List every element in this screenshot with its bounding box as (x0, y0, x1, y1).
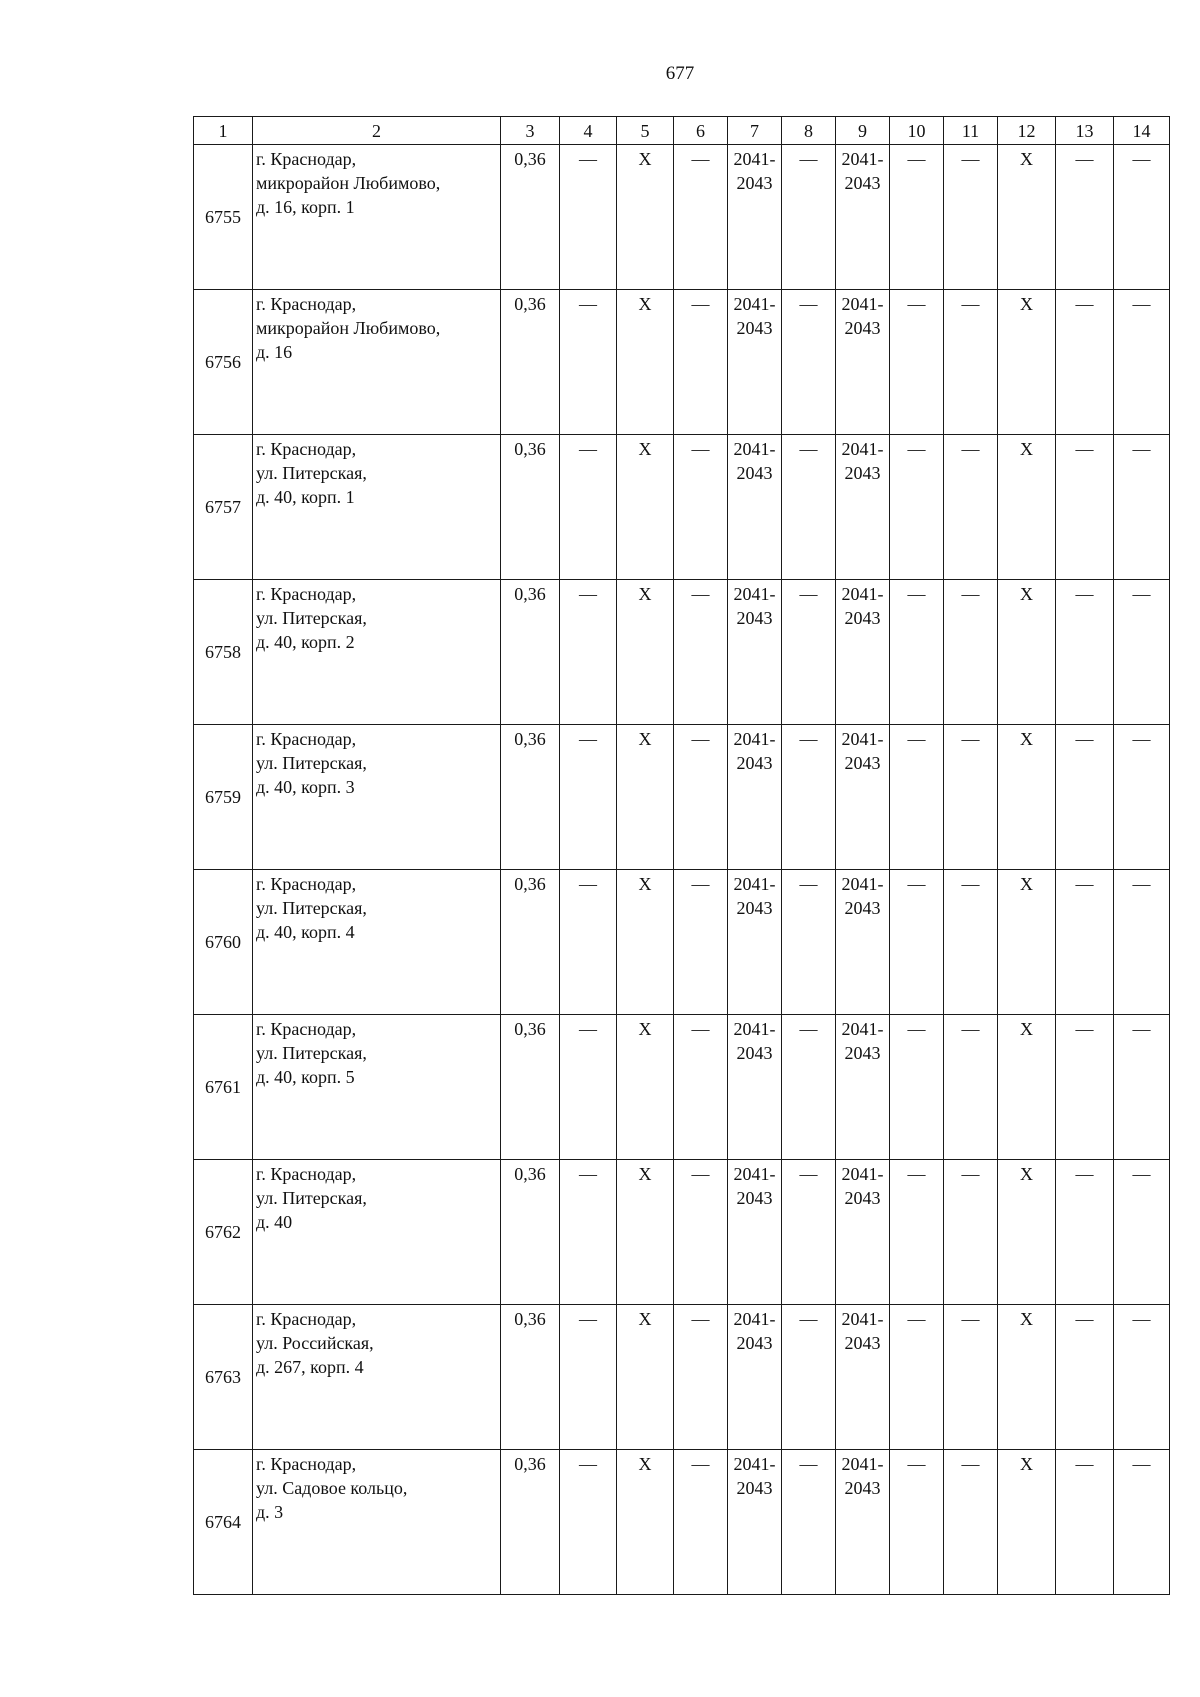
period-line: 2043 (844, 1043, 881, 1063)
period-line: 2041- (841, 1164, 884, 1184)
cell-c13: — (1056, 1450, 1114, 1595)
cell-c4: — (560, 145, 617, 290)
cell-c4: — (560, 580, 617, 725)
period-line: 2043 (736, 898, 773, 918)
cell-c5: Х (617, 1015, 674, 1160)
period-line: 2043 (736, 173, 773, 193)
column-header-13: 13 (1056, 117, 1114, 145)
address-line: г. Краснодар, (256, 1019, 357, 1039)
column-header-12: 12 (998, 117, 1056, 145)
column-header-1: 1 (194, 117, 253, 145)
cell-c12: Х (998, 1305, 1056, 1450)
table-row (194, 870, 1170, 1015)
row-number: 6761 (194, 1015, 253, 1160)
column-header-10: 10 (890, 117, 944, 145)
header-row (194, 117, 1170, 145)
cell-c11: — (944, 1160, 998, 1305)
cell-c4: — (560, 1015, 617, 1160)
cell-c14: — (1114, 1160, 1170, 1305)
cell-c12: Х (998, 1160, 1056, 1305)
column-header-11: 11 (944, 117, 998, 145)
period-cell-c9 (836, 1305, 890, 1450)
cell-c14: — (1114, 580, 1170, 725)
cell-c5: Х (617, 725, 674, 870)
cell-c3: 0,36 (501, 145, 560, 290)
cell-c3: 0,36 (501, 1450, 560, 1595)
address-line: г. Краснодар, (256, 294, 357, 314)
cell-c11: — (944, 1450, 998, 1595)
address-line: д. 40, корп. 4 (256, 922, 355, 942)
cell-c14: — (1114, 725, 1170, 870)
row-number: 6758 (194, 580, 253, 725)
cell-c4: — (560, 435, 617, 580)
period-cell-c9 (836, 725, 890, 870)
cell-c14: — (1114, 870, 1170, 1015)
period-line: 2041- (733, 439, 776, 459)
row-number: 6760 (194, 870, 253, 1015)
column-header-4: 4 (560, 117, 617, 145)
cell-c13: — (1056, 145, 1114, 290)
cell-c6: — (674, 145, 728, 290)
period-line: 2043 (736, 1478, 773, 1498)
period-cell-c9 (836, 145, 890, 290)
cell-c10: — (890, 435, 944, 580)
cell-c4: — (560, 725, 617, 870)
period-line: 2043 (844, 753, 881, 773)
cell-c5: Х (617, 1160, 674, 1305)
table-row (194, 1450, 1170, 1595)
address-line: г. Краснодар, (256, 874, 357, 894)
cell-c8: — (782, 290, 836, 435)
cell-c10: — (890, 725, 944, 870)
cell-c6: — (674, 290, 728, 435)
address-line: д. 40, корп. 5 (256, 1067, 355, 1087)
address-line: г. Краснодар, (256, 1164, 357, 1184)
period-cell-c9 (836, 870, 890, 1015)
cell-c11: — (944, 435, 998, 580)
cell-c14: — (1114, 145, 1170, 290)
period-line: 2043 (736, 318, 773, 338)
period-line: 2043 (736, 1333, 773, 1353)
row-number: 6756 (194, 290, 253, 435)
address-cell (253, 1015, 501, 1160)
period-line: 2041- (841, 1454, 884, 1474)
address-line: г. Краснодар, (256, 584, 357, 604)
period-line: 2041- (733, 874, 776, 894)
address-line: г. Краснодар, (256, 1454, 357, 1474)
address-cell (253, 1305, 501, 1450)
period-line: 2041- (841, 874, 884, 894)
cell-c6: — (674, 1305, 728, 1450)
period-line: 2041- (733, 1454, 776, 1474)
address-line: микрорайон Любимово, (256, 318, 441, 338)
cell-c11: — (944, 1015, 998, 1160)
address-line: д. 267, корп. 4 (256, 1357, 364, 1377)
table-row (194, 435, 1170, 580)
address-line: г. Краснодар, (256, 439, 357, 459)
cell-c5: Х (617, 1450, 674, 1595)
column-header-7: 7 (728, 117, 782, 145)
cell-c11: — (944, 870, 998, 1015)
table-body (194, 145, 1170, 1595)
period-cell-c7 (728, 725, 782, 870)
address-line: ул. Российская, (256, 1333, 374, 1353)
cell-c3: 0,36 (501, 1305, 560, 1450)
column-header-8: 8 (782, 117, 836, 145)
cell-c3: 0,36 (501, 1160, 560, 1305)
cell-c3: 0,36 (501, 290, 560, 435)
cell-c10: — (890, 290, 944, 435)
cell-c10: — (890, 145, 944, 290)
address-line: д. 40, корп. 1 (256, 487, 355, 507)
cell-c13: — (1056, 290, 1114, 435)
period-line: 2041- (841, 439, 884, 459)
cell-c5: Х (617, 580, 674, 725)
period-cell-c9 (836, 580, 890, 725)
cell-c6: — (674, 1015, 728, 1160)
table-row (194, 725, 1170, 870)
row-number: 6764 (194, 1450, 253, 1595)
cell-c8: — (782, 725, 836, 870)
address-cell (253, 580, 501, 725)
period-line: 2041- (733, 149, 776, 169)
cell-c6: — (674, 1160, 728, 1305)
period-line: 2043 (736, 753, 773, 773)
cell-c4: — (560, 1160, 617, 1305)
cell-c13: — (1056, 1015, 1114, 1160)
address-line: д. 40, корп. 3 (256, 777, 355, 797)
cell-c6: — (674, 870, 728, 1015)
period-cell-c7 (728, 1015, 782, 1160)
cell-c8: — (782, 1450, 836, 1595)
table-row (194, 1305, 1170, 1450)
address-line: г. Краснодар, (256, 729, 357, 749)
period-cell-c9 (836, 1450, 890, 1595)
cell-c13: — (1056, 1305, 1114, 1450)
address-cell (253, 435, 501, 580)
period-line: 2041- (733, 1019, 776, 1039)
cell-c14: — (1114, 435, 1170, 580)
period-line: 2041- (841, 1019, 884, 1039)
cell-c12: Х (998, 1450, 1056, 1595)
address-cell (253, 1160, 501, 1305)
cell-c10: — (890, 1450, 944, 1595)
cell-c5: Х (617, 290, 674, 435)
cell-c6: — (674, 580, 728, 725)
period-cell-c7 (728, 145, 782, 290)
cell-c5: Х (617, 145, 674, 290)
table-row (194, 145, 1170, 290)
cell-c12: Х (998, 435, 1056, 580)
column-header-2: 2 (253, 117, 501, 145)
address-line: ул. Питерская, (256, 1043, 367, 1063)
period-cell-c7 (728, 1305, 782, 1450)
address-line: д. 40, корп. 2 (256, 632, 355, 652)
cell-c13: — (1056, 435, 1114, 580)
cell-c3: 0,36 (501, 870, 560, 1015)
period-cell-c7 (728, 1160, 782, 1305)
period-line: 2041- (841, 729, 884, 749)
cell-c4: — (560, 290, 617, 435)
cell-c8: — (782, 1015, 836, 1160)
column-header-3: 3 (501, 117, 560, 145)
cell-c8: — (782, 145, 836, 290)
cell-c5: Х (617, 435, 674, 580)
cell-c10: — (890, 1305, 944, 1450)
address-cell (253, 145, 501, 290)
cell-c14: — (1114, 1305, 1170, 1450)
column-header-14: 14 (1114, 117, 1170, 145)
period-cell-c9 (836, 435, 890, 580)
cell-c12: Х (998, 725, 1056, 870)
period-cell-c7 (728, 870, 782, 1015)
period-cell-c7 (728, 290, 782, 435)
cell-c10: — (890, 580, 944, 725)
cell-c12: Х (998, 145, 1056, 290)
period-line: 2041- (841, 584, 884, 604)
cell-c3: 0,36 (501, 725, 560, 870)
address-line: г. Краснодар, (256, 1309, 357, 1329)
address-line: ул. Питерская, (256, 608, 367, 628)
row-number: 6759 (194, 725, 253, 870)
period-line: 2041- (841, 149, 884, 169)
address-cell (253, 870, 501, 1015)
cell-c5: Х (617, 1305, 674, 1450)
period-line: 2041- (733, 294, 776, 314)
address-cell (253, 1450, 501, 1595)
period-cell-c9 (836, 1160, 890, 1305)
table-row (194, 1015, 1170, 1160)
table-row (194, 290, 1170, 435)
cell-c12: Х (998, 1015, 1056, 1160)
period-line: 2041- (733, 729, 776, 749)
period-line: 2043 (844, 1333, 881, 1353)
period-line: 2041- (841, 294, 884, 314)
period-line: 2043 (844, 898, 881, 918)
row-number: 6763 (194, 1305, 253, 1450)
period-cell-c7 (728, 1450, 782, 1595)
address-cell (253, 290, 501, 435)
cell-c3: 0,36 (501, 580, 560, 725)
page-number: 677 (665, 63, 695, 84)
cell-c12: Х (998, 580, 1056, 725)
cell-c13: — (1056, 580, 1114, 725)
period-line: 2041- (733, 584, 776, 604)
register-table (193, 116, 1170, 1595)
period-cell-c9 (836, 1015, 890, 1160)
table-row (194, 1160, 1170, 1305)
period-line: 2043 (844, 173, 881, 193)
cell-c10: — (890, 1160, 944, 1305)
cell-c14: — (1114, 1015, 1170, 1160)
cell-c14: — (1114, 290, 1170, 435)
period-cell-c7 (728, 435, 782, 580)
table-row (194, 580, 1170, 725)
cell-c8: — (782, 1305, 836, 1450)
period-cell-c9 (836, 290, 890, 435)
row-number: 6755 (194, 145, 253, 290)
column-header-9: 9 (836, 117, 890, 145)
period-line: 2043 (844, 1188, 881, 1208)
period-line: 2043 (736, 463, 773, 483)
cell-c11: — (944, 290, 998, 435)
cell-c8: — (782, 580, 836, 725)
cell-c13: — (1056, 1160, 1114, 1305)
address-line: ул. Питерская, (256, 753, 367, 773)
period-line: 2043 (736, 1043, 773, 1063)
cell-c6: — (674, 435, 728, 580)
address-line: ул. Питерская, (256, 898, 367, 918)
period-line: 2043 (844, 463, 881, 483)
period-line: 2043 (736, 608, 773, 628)
address-line: г. Краснодар, (256, 149, 357, 169)
cell-c4: — (560, 1450, 617, 1595)
cell-c8: — (782, 435, 836, 580)
period-line: 2043 (844, 608, 881, 628)
cell-c3: 0,36 (501, 1015, 560, 1160)
cell-c6: — (674, 725, 728, 870)
cell-c11: — (944, 1305, 998, 1450)
cell-c13: — (1056, 870, 1114, 1015)
address-line: д. 3 (256, 1502, 284, 1522)
address-line: д. 16, корп. 1 (256, 197, 355, 217)
period-line: 2041- (733, 1164, 776, 1184)
cell-c4: — (560, 1305, 617, 1450)
period-line: 2041- (841, 1309, 884, 1329)
cell-c8: — (782, 870, 836, 1015)
period-cell-c7 (728, 580, 782, 725)
column-header-5: 5 (617, 117, 674, 145)
period-line: 2043 (736, 1188, 773, 1208)
cell-c10: — (890, 1015, 944, 1160)
address-line: ул. Садовое кольцо, (256, 1478, 408, 1498)
period-line: 2043 (844, 1478, 881, 1498)
period-line: 2043 (844, 318, 881, 338)
cell-c12: Х (998, 290, 1056, 435)
address-cell (253, 725, 501, 870)
cell-c11: — (944, 145, 998, 290)
row-number: 6762 (194, 1160, 253, 1305)
cell-c11: — (944, 725, 998, 870)
cell-c13: — (1056, 725, 1114, 870)
cell-c4: — (560, 870, 617, 1015)
cell-c5: Х (617, 870, 674, 1015)
address-line: ул. Питерская, (256, 1188, 367, 1208)
column-header-6: 6 (674, 117, 728, 145)
address-line: микрорайон Любимово, (256, 173, 441, 193)
cell-c14: — (1114, 1450, 1170, 1595)
row-number: 6757 (194, 435, 253, 580)
period-line: 2041- (733, 1309, 776, 1329)
address-line: ул. Питерская, (256, 463, 367, 483)
cell-c3: 0,36 (501, 435, 560, 580)
cell-c6: — (674, 1450, 728, 1595)
address-line: д. 40 (256, 1212, 293, 1232)
cell-c12: Х (998, 870, 1056, 1015)
cell-c10: — (890, 870, 944, 1015)
address-line: д. 16 (256, 342, 293, 362)
cell-c8: — (782, 1160, 836, 1305)
cell-c11: — (944, 580, 998, 725)
